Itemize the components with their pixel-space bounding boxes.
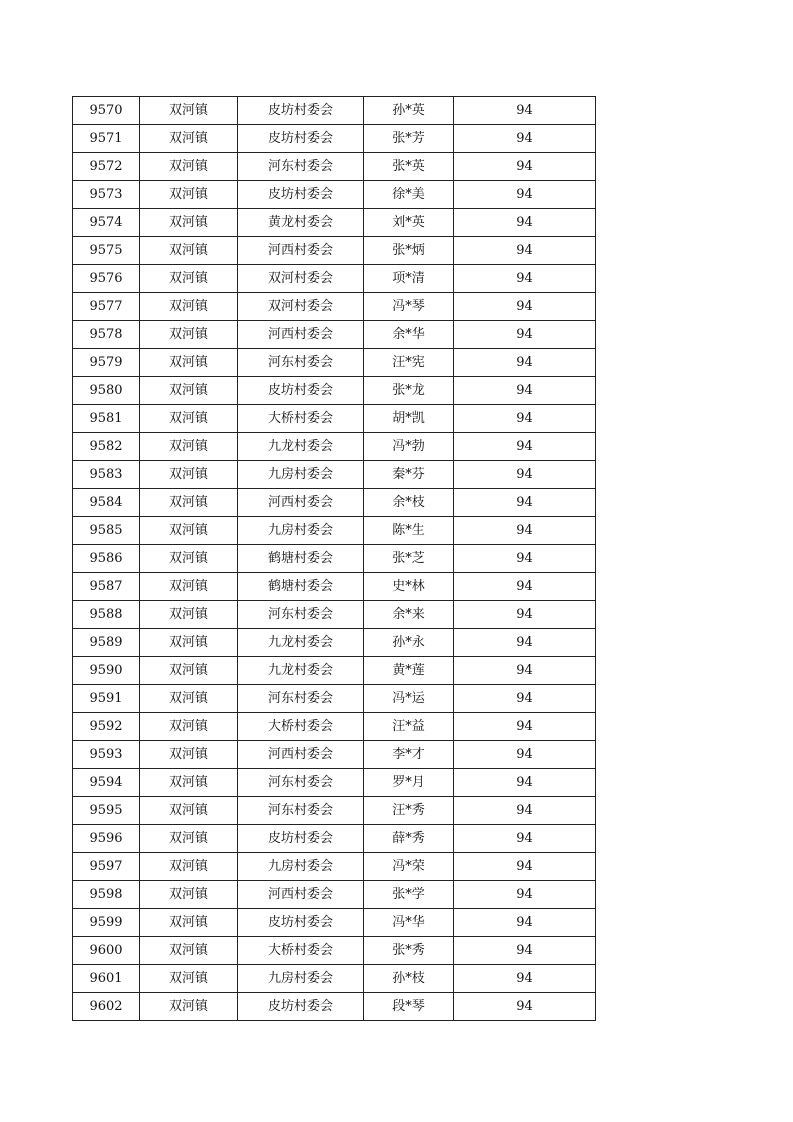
cell-score: 94	[454, 769, 596, 797]
cell-id: 9595	[73, 797, 140, 825]
cell-score: 94	[454, 349, 596, 377]
cell-id: 9590	[73, 657, 140, 685]
cell-score: 94	[454, 321, 596, 349]
cell-name: 余*枝	[364, 489, 454, 517]
cell-village: 河西村委会	[238, 741, 364, 769]
cell-id: 9592	[73, 713, 140, 741]
cell-name: 张*英	[364, 153, 454, 181]
cell-score: 94	[454, 741, 596, 769]
cell-town: 双河镇	[140, 377, 238, 405]
cell-name: 张*秀	[364, 937, 454, 965]
cell-name: 黄*莲	[364, 657, 454, 685]
cell-village: 河东村委会	[238, 349, 364, 377]
cell-village: 河东村委会	[238, 769, 364, 797]
cell-score: 94	[454, 125, 596, 153]
cell-name: 汪*益	[364, 713, 454, 741]
cell-score: 94	[454, 97, 596, 125]
cell-id: 9572	[73, 153, 140, 181]
cell-id: 9579	[73, 349, 140, 377]
cell-score: 94	[454, 853, 596, 881]
cell-score: 94	[454, 545, 596, 573]
cell-town: 双河镇	[140, 797, 238, 825]
cell-name: 秦*芬	[364, 461, 454, 489]
cell-name: 段*琴	[364, 993, 454, 1021]
table-row	[73, 377, 596, 405]
cell-town: 双河镇	[140, 629, 238, 657]
cell-score: 94	[454, 377, 596, 405]
cell-score: 94	[454, 461, 596, 489]
table-row	[73, 209, 596, 237]
cell-id: 9580	[73, 377, 140, 405]
cell-village: 皮坊村委会	[238, 377, 364, 405]
cell-village: 九龙村委会	[238, 657, 364, 685]
cell-town: 双河镇	[140, 685, 238, 713]
cell-village: 皮坊村委会	[238, 909, 364, 937]
table-row	[73, 825, 596, 853]
cell-village: 大桥村委会	[238, 713, 364, 741]
table-row	[73, 601, 596, 629]
cell-id: 9600	[73, 937, 140, 965]
cell-village: 河东村委会	[238, 685, 364, 713]
cell-name: 徐*美	[364, 181, 454, 209]
cell-town: 双河镇	[140, 937, 238, 965]
cell-id: 9596	[73, 825, 140, 853]
table-row	[73, 293, 596, 321]
cell-village: 河东村委会	[238, 153, 364, 181]
cell-village: 鹤塘村委会	[238, 573, 364, 601]
cell-score: 94	[454, 825, 596, 853]
cell-score: 94	[454, 265, 596, 293]
cell-score: 94	[454, 937, 596, 965]
cell-village: 黄龙村委会	[238, 209, 364, 237]
cell-id: 9586	[73, 545, 140, 573]
cell-village: 皮坊村委会	[238, 993, 364, 1021]
cell-name: 冯*华	[364, 909, 454, 937]
cell-score: 94	[454, 181, 596, 209]
cell-name: 张*芝	[364, 545, 454, 573]
table-row	[73, 517, 596, 545]
cell-score: 94	[454, 993, 596, 1021]
cell-name: 孙*英	[364, 97, 454, 125]
table-row	[73, 237, 596, 265]
table-row	[73, 769, 596, 797]
cell-village: 大桥村委会	[238, 937, 364, 965]
cell-village: 双河村委会	[238, 293, 364, 321]
cell-village: 九龙村委会	[238, 629, 364, 657]
cell-name: 冯*勃	[364, 433, 454, 461]
cell-id: 9577	[73, 293, 140, 321]
cell-score: 94	[454, 909, 596, 937]
cell-town: 双河镇	[140, 181, 238, 209]
cell-town: 双河镇	[140, 573, 238, 601]
cell-name: 薛*秀	[364, 825, 454, 853]
table-row	[73, 181, 596, 209]
table-row	[73, 629, 596, 657]
cell-town: 双河镇	[140, 965, 238, 993]
cell-name: 汪*宪	[364, 349, 454, 377]
cell-name: 张*龙	[364, 377, 454, 405]
table-row	[73, 433, 596, 461]
cell-score: 94	[454, 797, 596, 825]
cell-village: 九房村委会	[238, 517, 364, 545]
cell-name: 孙*枝	[364, 965, 454, 993]
cell-village: 河西村委会	[238, 237, 364, 265]
cell-town: 双河镇	[140, 405, 238, 433]
cell-name: 冯*荣	[364, 853, 454, 881]
cell-village: 九龙村委会	[238, 433, 364, 461]
table-row	[73, 993, 596, 1021]
cell-name: 余*华	[364, 321, 454, 349]
roster-table	[72, 96, 596, 1021]
table-row	[73, 685, 596, 713]
table-row	[73, 965, 596, 993]
cell-name: 罗*月	[364, 769, 454, 797]
cell-score: 94	[454, 209, 596, 237]
cell-id: 9599	[73, 909, 140, 937]
table-row	[73, 545, 596, 573]
cell-village: 河东村委会	[238, 797, 364, 825]
cell-village: 河西村委会	[238, 881, 364, 909]
cell-town: 双河镇	[140, 517, 238, 545]
table-row	[73, 713, 596, 741]
cell-town: 双河镇	[140, 657, 238, 685]
cell-town: 双河镇	[140, 545, 238, 573]
cell-score: 94	[454, 573, 596, 601]
cell-id: 9581	[73, 405, 140, 433]
cell-town: 双河镇	[140, 97, 238, 125]
cell-name: 李*才	[364, 741, 454, 769]
cell-name: 孙*永	[364, 629, 454, 657]
cell-name: 史*林	[364, 573, 454, 601]
cell-score: 94	[454, 293, 596, 321]
cell-id: 9602	[73, 993, 140, 1021]
cell-id: 9583	[73, 461, 140, 489]
table-row	[73, 265, 596, 293]
cell-name: 余*来	[364, 601, 454, 629]
cell-name: 陈*生	[364, 517, 454, 545]
table-row	[73, 489, 596, 517]
cell-score: 94	[454, 405, 596, 433]
cell-id: 9587	[73, 573, 140, 601]
cell-town: 双河镇	[140, 853, 238, 881]
cell-score: 94	[454, 965, 596, 993]
cell-name: 汪*秀	[364, 797, 454, 825]
cell-id: 9594	[73, 769, 140, 797]
table-row	[73, 881, 596, 909]
cell-town: 双河镇	[140, 489, 238, 517]
cell-name: 张*炳	[364, 237, 454, 265]
cell-town: 双河镇	[140, 881, 238, 909]
cell-score: 94	[454, 433, 596, 461]
cell-village: 双河村委会	[238, 265, 364, 293]
table-row	[73, 573, 596, 601]
cell-town: 双河镇	[140, 237, 238, 265]
cell-village: 河东村委会	[238, 601, 364, 629]
cell-town: 双河镇	[140, 209, 238, 237]
cell-town: 双河镇	[140, 769, 238, 797]
cell-score: 94	[454, 713, 596, 741]
table-row	[73, 797, 596, 825]
cell-village: 皮坊村委会	[238, 825, 364, 853]
table-row	[73, 405, 596, 433]
cell-village: 九房村委会	[238, 965, 364, 993]
cell-name: 项*清	[364, 265, 454, 293]
cell-id: 9584	[73, 489, 140, 517]
cell-village: 皮坊村委会	[238, 97, 364, 125]
cell-town: 双河镇	[140, 909, 238, 937]
cell-id: 9582	[73, 433, 140, 461]
table-row	[73, 937, 596, 965]
cell-name: 张*学	[364, 881, 454, 909]
cell-village: 河西村委会	[238, 321, 364, 349]
cell-village: 大桥村委会	[238, 405, 364, 433]
cell-id: 9573	[73, 181, 140, 209]
table-row	[73, 657, 596, 685]
cell-score: 94	[454, 629, 596, 657]
cell-score: 94	[454, 685, 596, 713]
cell-score: 94	[454, 517, 596, 545]
table-row	[73, 153, 596, 181]
cell-town: 双河镇	[140, 265, 238, 293]
cell-town: 双河镇	[140, 321, 238, 349]
cell-id: 9570	[73, 97, 140, 125]
table-row	[73, 909, 596, 937]
cell-id: 9589	[73, 629, 140, 657]
cell-village: 九房村委会	[238, 461, 364, 489]
cell-town: 双河镇	[140, 713, 238, 741]
cell-id: 9578	[73, 321, 140, 349]
cell-village: 九房村委会	[238, 853, 364, 881]
cell-town: 双河镇	[140, 461, 238, 489]
cell-name: 冯*运	[364, 685, 454, 713]
cell-id: 9574	[73, 209, 140, 237]
cell-town: 双河镇	[140, 125, 238, 153]
cell-town: 双河镇	[140, 601, 238, 629]
cell-score: 94	[454, 657, 596, 685]
cell-name: 张*芳	[364, 125, 454, 153]
cell-id: 9601	[73, 965, 140, 993]
cell-town: 双河镇	[140, 153, 238, 181]
cell-town: 双河镇	[140, 349, 238, 377]
cell-village: 皮坊村委会	[238, 125, 364, 153]
cell-town: 双河镇	[140, 741, 238, 769]
cell-name: 刘*英	[364, 209, 454, 237]
cell-name: 胡*凯	[364, 405, 454, 433]
table-row	[73, 321, 596, 349]
cell-town: 双河镇	[140, 433, 238, 461]
cell-id: 9593	[73, 741, 140, 769]
table-row	[73, 97, 596, 125]
cell-id: 9598	[73, 881, 140, 909]
cell-village: 皮坊村委会	[238, 181, 364, 209]
table-row	[73, 125, 596, 153]
cell-village: 鹤塘村委会	[238, 545, 364, 573]
cell-id: 9588	[73, 601, 140, 629]
table-row	[73, 741, 596, 769]
table-row	[73, 349, 596, 377]
roster-table-body	[73, 97, 596, 1021]
table-row	[73, 853, 596, 881]
cell-id: 9576	[73, 265, 140, 293]
cell-town: 双河镇	[140, 993, 238, 1021]
cell-town: 双河镇	[140, 825, 238, 853]
cell-id: 9591	[73, 685, 140, 713]
table-row	[73, 461, 596, 489]
cell-town: 双河镇	[140, 293, 238, 321]
cell-score: 94	[454, 489, 596, 517]
cell-score: 94	[454, 601, 596, 629]
cell-id: 9585	[73, 517, 140, 545]
cell-id: 9597	[73, 853, 140, 881]
cell-score: 94	[454, 881, 596, 909]
cell-village: 河西村委会	[238, 489, 364, 517]
cell-score: 94	[454, 237, 596, 265]
cell-id: 9571	[73, 125, 140, 153]
cell-name: 冯*琴	[364, 293, 454, 321]
cell-score: 94	[454, 153, 596, 181]
cell-id: 9575	[73, 237, 140, 265]
